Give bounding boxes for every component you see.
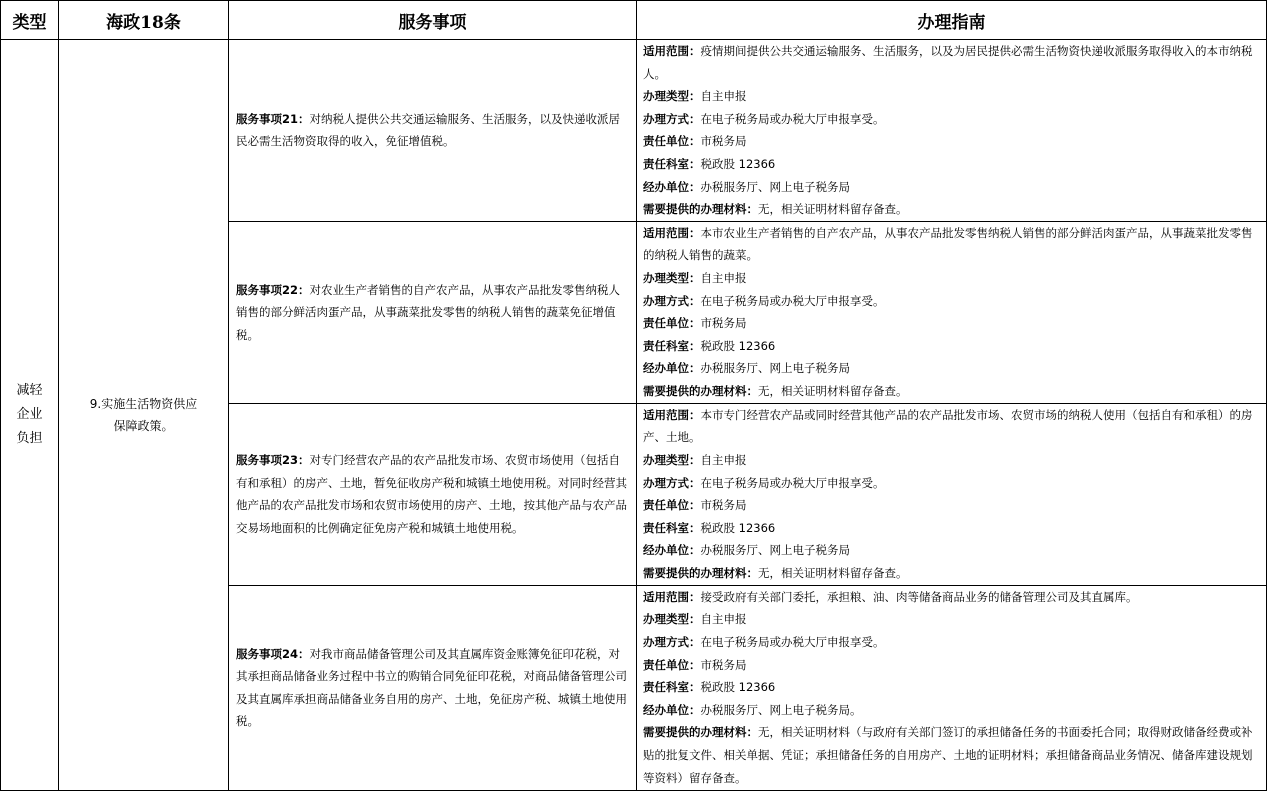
guide-line: 办理方式：在电子税务局或办税大厅申报享受。 — [643, 293, 885, 308]
guide-cell-24 — [637, 585, 1267, 790]
service-item-text: 对我市商品储备管理公司及其直属库资金账簿免征印花税，对其承担商品储备业务过程中书立的购销合同免征印花税，对商品储备管理公司及其直属库承担商品储备业务自用的房产、土地，免征房产税、城镇土地使用税。 — [236, 646, 627, 729]
table-row — [1, 40, 1267, 222]
guide-line: 办理类型：自主申报 — [643, 270, 747, 285]
type-line: 负担 — [16, 430, 43, 446]
guide-line: 需要提供的办理材料：无，相关证明材料留存备查。 — [643, 202, 908, 217]
guide-line: 适用范围：本市农业生产者销售的自产农产品，从事农产品批发零售纳税人销售的部分鲜活肉蛋产品，从事蔬菜批发零售的纳税人销售的蔬菜。 — [643, 225, 1253, 263]
service-item-24 — [229, 585, 637, 790]
header-service: 服务事项 — [229, 1, 637, 40]
guide-line: 经办单位：办税服务厅、网上电子税务局 — [643, 361, 850, 376]
guide-line: 责任单位：市税务局 — [643, 498, 747, 513]
guide-line: 办理类型：自主申报 — [643, 452, 747, 467]
guide-line: 经办单位：办税服务厅、网上电子税务局。 — [643, 702, 862, 717]
header-guide: 办理指南 — [637, 1, 1267, 40]
guide-line: 适用范围：接受政府有关部门委托，承担粮、油、肉等储备商品业务的储备管理公司及其直属库。 — [643, 589, 1138, 604]
guide-line: 需要提供的办理材料：无，相关证明材料留存备查。 — [643, 383, 908, 398]
guide-line: 办理方式：在电子税务局或办税大厅申报享受。 — [643, 634, 885, 649]
header-row — [1, 1, 1267, 40]
guide-line: 经办单位：办税服务厅、网上电子税务局 — [643, 543, 850, 558]
service-item-text: 对专门经营农产品的农产品批发市场、农贸市场使用（包括自有和承租）的房产、土地，暂免征收房产税和城镇土地使用税。对同时经营其他产品的农产品批发市场和农贸市场使用的房产、土地，按其他产品与农产品交易场地面积的比例确定征免房产税和城镇土地使用税。 — [236, 453, 627, 535]
service-item-key: 服务事项22： — [236, 282, 310, 297]
guide-line: 经办单位：办税服务厅、网上电子税务局 — [643, 179, 850, 194]
guide-line: 责任单位：市税务局 — [643, 657, 747, 672]
guide-line: 责任单位：市税务局 — [643, 316, 747, 331]
guide-cell-21 — [637, 40, 1267, 222]
guide-cell-23 — [637, 403, 1267, 585]
guide-cell-22 — [637, 221, 1267, 403]
guide-line: 责任科室：税政股 12366 — [643, 520, 776, 535]
service-item-text: 对农业生产者销售的自产农产品，从事农产品批发零售纳税人销售的部分鲜活肉蛋产品，从事蔬菜批发零售的纳税人销售的蔬菜免征增值税。 — [236, 282, 621, 342]
service-item-22 — [229, 221, 637, 403]
header-policy: 海政18条 — [59, 1, 229, 40]
guide-line: 需要提供的办理材料：无，相关证明材料（与政府有关部门签订的承担储备任务的书面委托合同；取得财政储备经费或补贴的批复文件、相关单据、凭证；承担储备任务的自用房产、土地的证明材料；承担储备商品业务情况、储备库建设规划等资料）留存备查。 — [643, 725, 1253, 785]
guide-line: 办理方式：在电子税务局或办税大厅申报享受。 — [643, 111, 885, 126]
type-cell — [1, 40, 59, 791]
guide-line: 适用范围：疫情期间提供公共交通运输服务、生活服务，以及为居民提供必需生活物资快递收派服务取得收入的本市纳税人。 — [643, 44, 1253, 81]
guide-line: 需要提供的办理材料：无，相关证明材料留存备查。 — [643, 565, 908, 580]
guide-line: 办理类型：自主申报 — [643, 612, 747, 627]
guide-line: 适用范围：本市专门经营农产品或同时经营其他产品的农产品批发市场、农贸市场的纳税人使用（包括自有和承租）的房产、土地。 — [643, 407, 1253, 445]
guide-line: 责任科室：税政股 12366 — [643, 156, 776, 171]
policy-cell — [59, 40, 229, 791]
guide-line: 办理方式：在电子税务局或办税大厅申报享受。 — [643, 475, 885, 490]
service-item-key: 服务事项21： — [236, 111, 310, 126]
guide-line: 责任单位：市税务局 — [643, 134, 747, 149]
service-item-23 — [229, 403, 637, 585]
type-line: 减轻 — [16, 382, 43, 398]
guide-line: 责任科室：税政股 12366 — [643, 680, 776, 695]
guide-line: 责任科室：税政股 12366 — [643, 338, 776, 353]
service-item-text: 对纳税人提供公共交通运输服务、生活服务，以及快递收派居民必需生活物资取得的收入，免征增值税。 — [236, 111, 621, 149]
type-line: 企业 — [16, 406, 43, 422]
policy-line: 9.实施生活物资供应 — [89, 396, 198, 411]
service-item-key: 服务事项23： — [236, 453, 310, 468]
service-item-21 — [229, 40, 637, 222]
service-item-key: 服务事项24： — [236, 646, 310, 661]
guide-line: 办理类型：自主申报 — [643, 89, 747, 104]
policy-line: 保障政策。 — [113, 418, 174, 433]
header-type: 类型 — [1, 1, 59, 40]
